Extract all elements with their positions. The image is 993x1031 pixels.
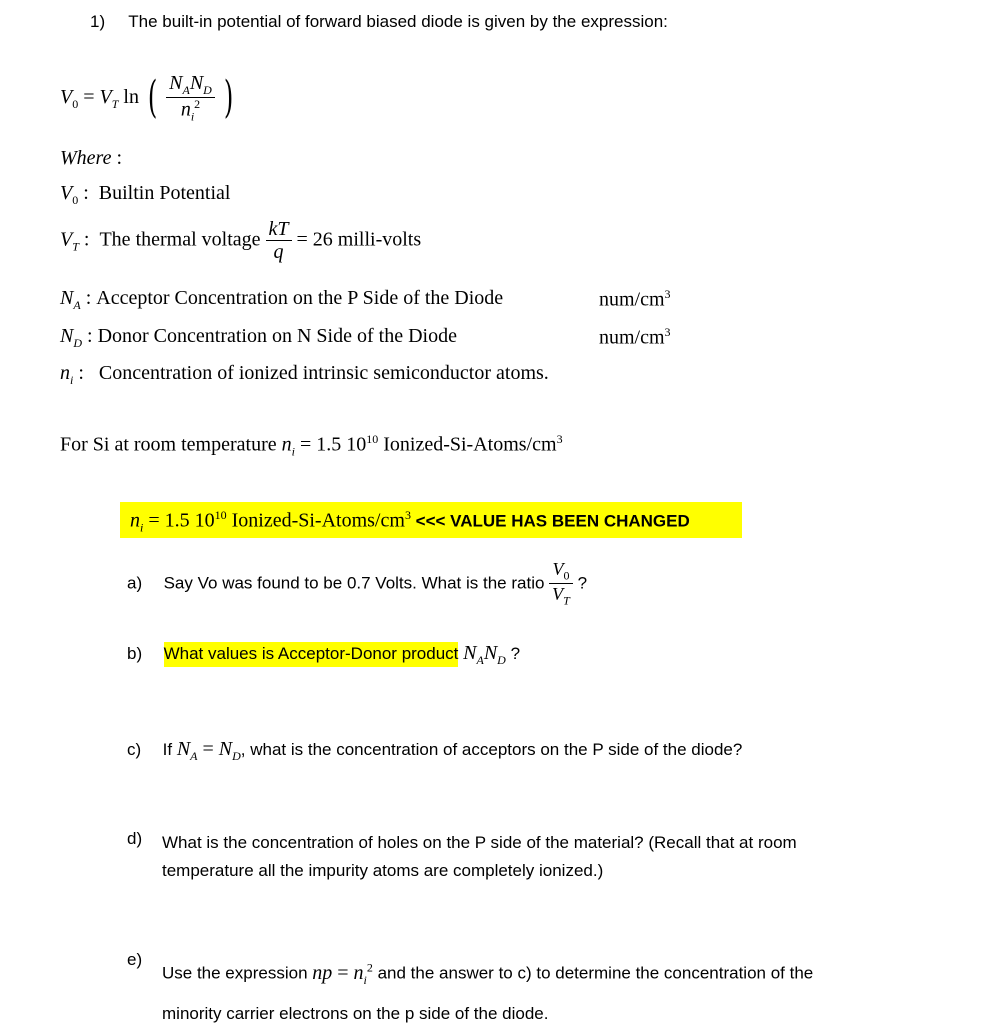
- def-v0-desc: Builtin Potential: [98, 182, 231, 204]
- changed-value-line: [130, 508, 690, 536]
- definition-ni: $n_i$ : Concentration of ionized intrinsic semiconductor atoms.: [60, 362, 549, 387]
- def-na-sub: A: [73, 298, 81, 312]
- si-unit-sup: 3: [556, 432, 563, 446]
- frac-nd-sub: D: [203, 83, 212, 97]
- si-prefix: For Si at room temperature: [60, 433, 282, 456]
- part-c-na-sub: A: [190, 749, 198, 763]
- def-v0-sub: 0: [72, 193, 79, 207]
- part-c-if: If: [162, 740, 177, 759]
- def-vt-sym: V: [60, 228, 73, 251]
- formula-eq: =: [78, 85, 100, 108]
- part-e-n: n: [353, 961, 364, 984]
- definition-na: $N_A$ : Acceptor Concentration on the P Side of the Diode: [60, 287, 504, 312]
- changed-value: = 1.5 10: [143, 509, 215, 532]
- frac-na-sub: A: [182, 83, 190, 97]
- nd-unit-sup: 3: [664, 325, 671, 339]
- part-c: [127, 738, 742, 764]
- nd-unit: [599, 325, 671, 350]
- part-b-end: ?: [505, 644, 521, 663]
- formula-vt: V: [99, 85, 112, 108]
- ratio-v0-sub: 0: [563, 568, 570, 583]
- part-c-text: , what is the concentration of acceptors on the P side of the diode?: [240, 740, 743, 759]
- def-na-desc: Acceptor Concentration on the P Side of the Diode: [96, 287, 504, 309]
- where-text: Where: [60, 147, 112, 169]
- frac-ni: n: [180, 98, 191, 121]
- formula-vt-sub: T: [111, 96, 119, 111]
- question-number: 1): [90, 12, 106, 31]
- formula-v-sub: 0: [72, 96, 79, 111]
- part-a: [127, 560, 587, 608]
- part-e-pre: Use the expression: [162, 963, 313, 983]
- part-e-body: [162, 950, 813, 1031]
- formula-v: V: [60, 85, 73, 108]
- part-c-label: c): [127, 740, 142, 759]
- part-b-label: b): [127, 644, 143, 663]
- question-intro: The built-in potential of forward biased diode is given by the expression:: [128, 12, 668, 31]
- part-e-eq: =: [332, 961, 354, 984]
- q: q: [273, 241, 284, 263]
- builtin-potential-formula: [60, 72, 237, 125]
- changed-unit: Ionized-Si-Atoms/cm: [226, 509, 405, 532]
- part-e: [127, 950, 142, 970]
- part-b-na-sub: A: [476, 653, 484, 667]
- part-e-np: np: [312, 961, 333, 984]
- na-unit: [599, 287, 671, 312]
- definition-nd: $N_D$ : Donor Concentration on N Side of the Diode: [60, 325, 457, 350]
- si-ni-sub: i: [291, 444, 295, 459]
- part-e-line1: [162, 950, 813, 997]
- part-a-text: Say Vo was found to be 0.7 Volts. What is the ratio: [163, 573, 545, 593]
- part-d-body: [162, 829, 797, 885]
- changed-exp: 10: [214, 508, 227, 522]
- part-b-nd-sub: D: [497, 653, 506, 667]
- part-a-label: a): [127, 573, 143, 593]
- def-v0-sym: V: [60, 182, 73, 204]
- right-paren: ): [223, 72, 234, 124]
- si-ni-sym: n: [281, 433, 292, 456]
- changed-ni-sub: i: [140, 520, 144, 535]
- def-vt-desc: The thermal voltage: [99, 228, 261, 251]
- def-vt-sub: T: [72, 239, 79, 254]
- part-e-n-sub: i: [363, 972, 367, 987]
- question-header: [90, 12, 668, 32]
- part-e-label: e): [127, 950, 143, 969]
- part-b-text: What values is Acceptor-Donor product: [164, 642, 459, 667]
- part-d-label: d): [127, 829, 143, 848]
- si-room-temp-note: [60, 432, 563, 460]
- part-d-line1: What is the concentration of holes on the P side of the material? (Recall that at room: [162, 833, 797, 852]
- def-ni-sym: n: [60, 362, 70, 384]
- part-c-nd-sub: D: [232, 749, 241, 763]
- ratio-vt-sub: T: [563, 593, 570, 608]
- changed-ni-sym: n: [130, 509, 140, 532]
- def-ni-desc: Concentration of ionized intrinsic semiconductor atoms.: [98, 362, 549, 384]
- definition-v0: $V_0$ : Builtin Potential: [60, 182, 231, 207]
- where-label: [60, 147, 122, 170]
- si-exp: 10: [366, 432, 379, 446]
- na-unit-text: num/cm: [599, 288, 665, 311]
- def-vt-value: = 26 milli-volts: [296, 228, 422, 251]
- def-na-sym: N: [60, 287, 74, 309]
- frac-na: N: [169, 72, 183, 94]
- where-colon: :: [111, 147, 123, 169]
- nd-unit-text: num/cm: [599, 326, 665, 349]
- si-value: = 1.5 10: [294, 433, 367, 456]
- changed-unit-sup: 3: [404, 508, 411, 522]
- part-e-n-sup: 2: [366, 960, 373, 974]
- part-b: [127, 642, 520, 668]
- part-d: [127, 829, 142, 849]
- kt: kT: [266, 218, 292, 241]
- def-ni-sub: i: [70, 373, 74, 387]
- kt-over-q: [266, 218, 292, 264]
- left-paren: (: [147, 72, 158, 124]
- part-c-na: N: [176, 738, 191, 760]
- na-unit-sup: 3: [664, 287, 671, 301]
- formula-ln: ln: [118, 85, 139, 108]
- part-c-eq: =: [197, 738, 219, 760]
- def-nd-sub: D: [73, 336, 83, 350]
- si-unit: Ionized-Si-Atoms/cm: [378, 433, 557, 456]
- frac-nd: N: [189, 72, 204, 94]
- part-b-nd: N: [483, 642, 498, 664]
- part-c-nd: N: [218, 738, 233, 760]
- v0-over-vt: [549, 560, 573, 608]
- ratio-v0: V: [552, 559, 564, 579]
- def-nd-sym: N: [60, 325, 74, 347]
- def-nd-desc: Donor Concentration on N Side of the Diode: [97, 325, 457, 347]
- part-a-end: ?: [572, 573, 588, 593]
- formula-fraction: [166, 72, 215, 125]
- part-e-post: and the answer to c) to determine the concentration of the: [372, 963, 814, 983]
- frac-ni-sup: 2: [194, 97, 201, 112]
- part-b-na: N: [463, 642, 477, 664]
- value-changed-note: <<< VALUE HAS BEEN CHANGED: [410, 511, 690, 531]
- part-d-line2: temperature all the impurity atoms are completely ionized.): [162, 861, 604, 880]
- frac-ni-sub: i: [190, 109, 195, 124]
- ratio-vt: V: [552, 583, 564, 604]
- definition-vt: $V_T$ : The thermal voltage $\frac{kT}{q}$ = 26 milli-volts: [60, 218, 422, 263]
- part-e-line2: minority carrier electrons on the p side of the diode.: [162, 1003, 549, 1023]
